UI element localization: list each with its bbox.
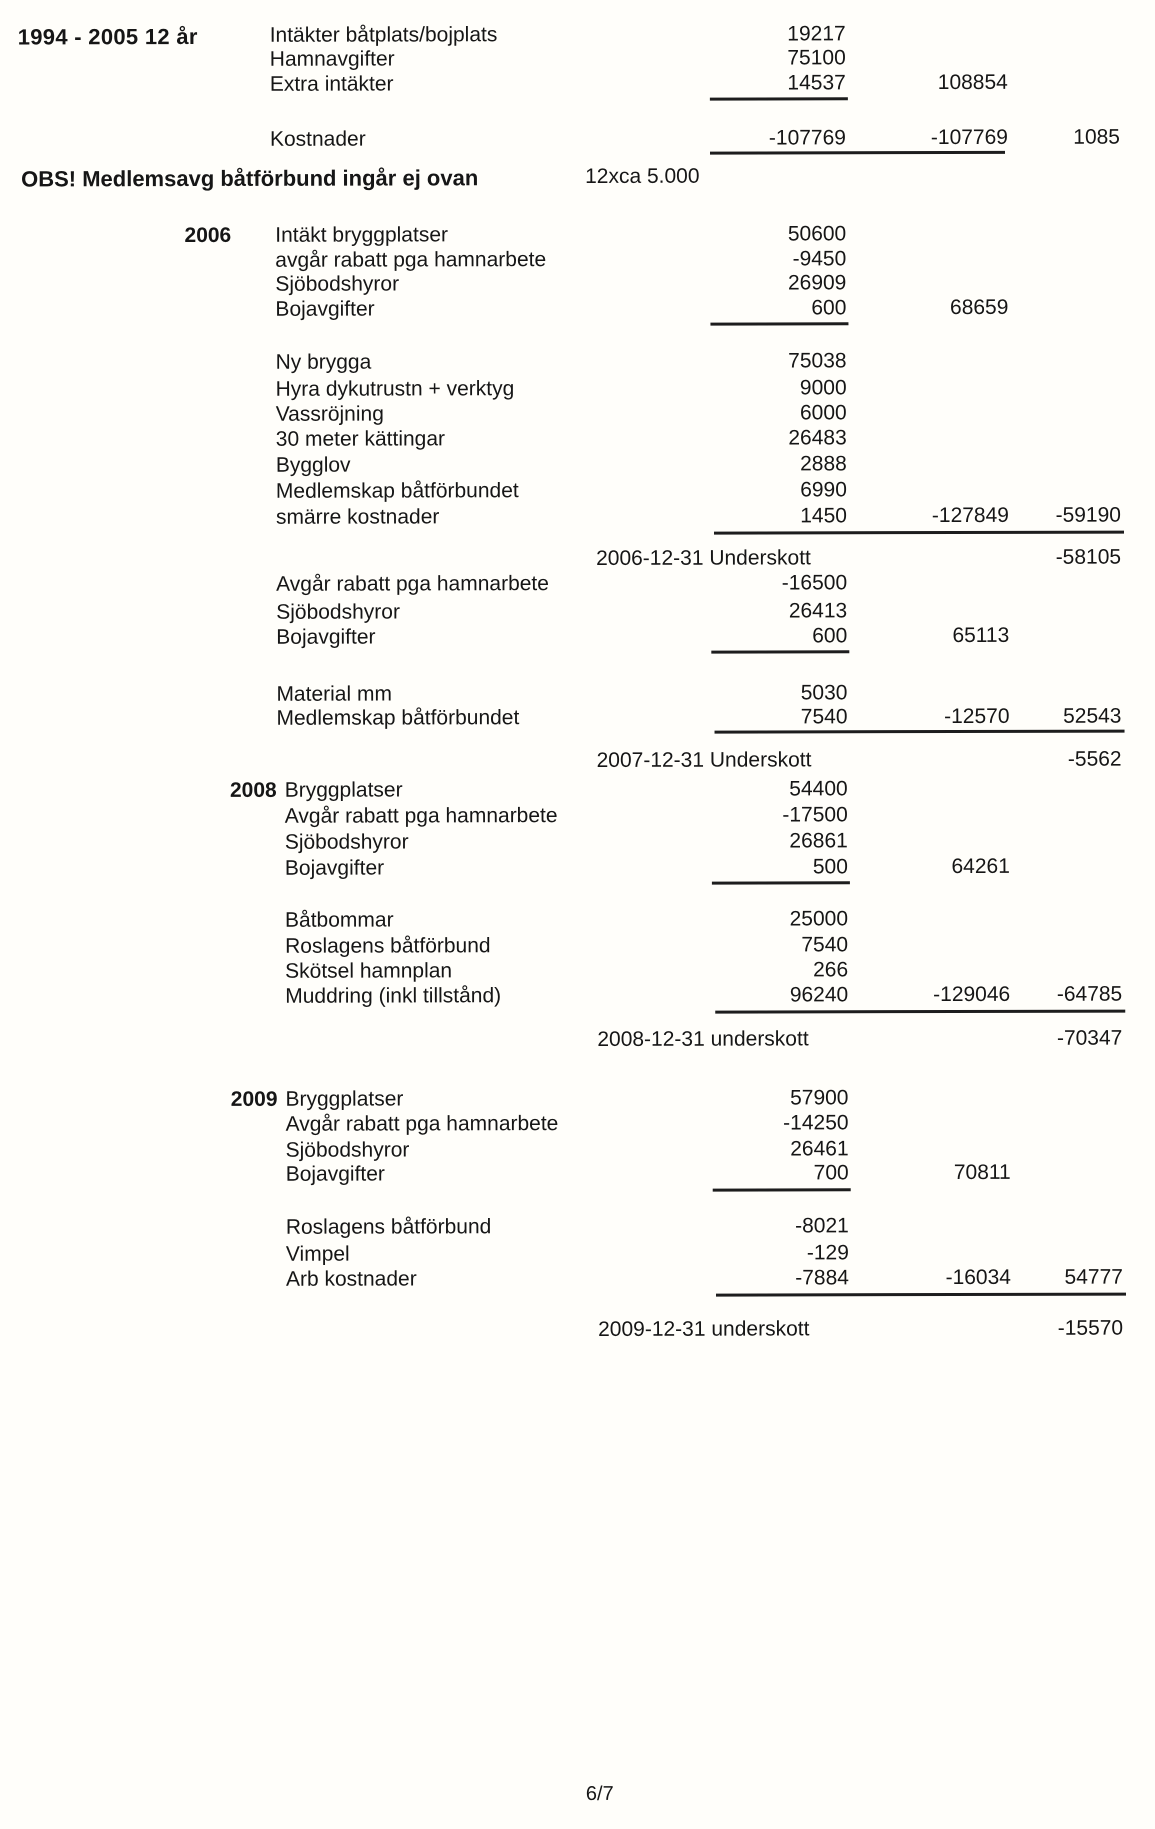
row-label: Bojavgifter	[284, 856, 385, 880]
row-label: Hamnavgifter	[269, 47, 395, 71]
amount-col-a: -16500	[781, 571, 848, 595]
amount-col-a: 57900	[790, 1086, 849, 1110]
amount-col-a: 600	[811, 296, 847, 320]
table-row	[0, 503, 1154, 530]
amount-col-c: -59190	[1055, 503, 1121, 527]
amount-col-a: 600	[812, 624, 848, 648]
amount-col-a: 266	[813, 958, 849, 982]
amount-col-a: -14250	[783, 1111, 849, 1135]
amount-col-a: -9450	[792, 247, 847, 271]
amount-col-a: 1450	[800, 504, 847, 528]
sum-underline	[710, 322, 848, 325]
table-row	[0, 957, 1155, 984]
table-row	[0, 1085, 1155, 1112]
amount-col-c: 1085	[1073, 125, 1120, 149]
summary-label: 2006-12-31 Underskott	[596, 546, 811, 570]
row-label: Bojavgifter	[285, 1162, 385, 1186]
table-row	[0, 854, 1155, 881]
row-label: Muddring (inkl tillstånd)	[285, 984, 502, 1008]
table-row	[0, 680, 1154, 707]
summary-row	[0, 545, 1154, 572]
amount-col-a: -129	[806, 1241, 849, 1265]
table-row	[1, 1240, 1155, 1267]
table-row	[0, 21, 1153, 48]
table-row	[1, 1213, 1155, 1240]
row-label: Avgår rabatt pga hamnarbete	[284, 804, 558, 828]
row-label: Avgår rabatt pga hamnarbete	[285, 1112, 559, 1136]
amount-col-b: 108854	[937, 70, 1008, 95]
row-label: Bryggplatser	[285, 1087, 404, 1111]
amount-col-a: 6990	[800, 478, 847, 502]
amount-col-a: -7884	[795, 1266, 849, 1290]
row-label: Sjöbodshyror	[285, 1138, 410, 1162]
table-row	[0, 802, 1155, 829]
table-row	[0, 270, 1153, 297]
amount-col-b: -12570	[944, 704, 1010, 729]
table-row	[0, 776, 1155, 803]
amount-col-a: 7540	[801, 933, 849, 957]
amount-col-b: 70811	[953, 1160, 1011, 1185]
table-row	[0, 932, 1155, 959]
amount-col-a: 19217	[787, 22, 846, 46]
row-label: Sjöbodshyror	[276, 600, 400, 624]
table-row	[1, 1136, 1155, 1163]
row-label: Kostnader	[269, 127, 366, 151]
amount-col-a: 9000	[799, 376, 847, 400]
row-label: Hyra dykutrustn + verktyg	[275, 377, 515, 401]
sum-underline	[716, 1293, 1126, 1297]
summary-row	[0, 747, 1155, 774]
summary-row	[0, 1026, 1155, 1053]
amount-col-a: 5030	[800, 681, 848, 705]
table-row	[0, 598, 1154, 625]
amount-col-a: -17500	[782, 803, 848, 827]
summary-value: -15570	[1057, 1316, 1124, 1340]
amount-col-a: 500	[812, 855, 848, 879]
table-row	[0, 375, 1154, 402]
row-label: Bojavgifter	[275, 297, 375, 321]
footer-page-number: 6/7	[585, 1782, 614, 1805]
sum-underline	[711, 650, 849, 653]
row-label: Intäkter båtplats/bojplats	[269, 23, 498, 47]
row-label: Bryggplatser	[284, 778, 403, 802]
sum-underline	[712, 881, 850, 884]
row-label: Bygglov	[275, 453, 351, 477]
table-row	[0, 221, 1153, 248]
note-value: 12xca 5.000	[585, 164, 700, 188]
amount-col-a: 50600	[787, 222, 847, 246]
amount-col-a: 26909	[787, 271, 847, 295]
summary-value: -70347	[1056, 1026, 1123, 1050]
amount-col-a: -8021	[795, 1214, 849, 1238]
table-row	[1, 1265, 1155, 1292]
amount-col-a: 54400	[789, 777, 848, 801]
period-label: 1994 - 2005 12 år	[17, 23, 198, 50]
sum-underline	[714, 531, 1124, 535]
amount-col-b: -107769	[930, 125, 1008, 150]
table-row	[0, 246, 1153, 273]
table-row	[0, 451, 1154, 478]
sum-underline	[715, 730, 1125, 734]
row-label: Ny brygga	[275, 350, 372, 374]
table-row	[0, 477, 1154, 504]
amount-col-a: 25000	[789, 907, 849, 931]
table-row	[1, 1110, 1155, 1137]
amount-col-a: 700	[813, 1161, 849, 1185]
amount-col-a: 14537	[787, 71, 846, 95]
row-label: Extra intäkter	[269, 72, 394, 96]
row-label: Bojavgifter	[276, 625, 376, 649]
year-label: 2006	[184, 223, 232, 248]
summary-value: -58105	[1055, 545, 1122, 569]
row-label: Roslagens båtförbund	[285, 934, 491, 958]
sum-underline	[715, 1010, 1125, 1014]
row-label: Medlemskap båtförbundet	[275, 479, 519, 503]
amount-col-a: 26861	[789, 829, 848, 853]
amount-col-b: 65113	[952, 623, 1010, 648]
row-label: Arb kostnader	[285, 1267, 417, 1291]
sum-underline	[710, 151, 1005, 155]
row-label: Avgår rabatt pga hamnarbete	[276, 572, 549, 596]
row-label: Intäkt bryggplatser	[275, 223, 449, 247]
table-row	[0, 906, 1155, 933]
amount-col-a: 2888	[800, 452, 847, 476]
year-label: 2008	[229, 778, 277, 802]
table-row	[0, 828, 1155, 855]
row-label: Roslagens båtförbund	[285, 1215, 492, 1239]
row-label: 30 meter kättingar	[275, 427, 446, 451]
row-label: Skötsel hamnplan	[285, 959, 453, 983]
amount-col-a: 7540	[800, 705, 848, 729]
amount-col-a: 26483	[788, 426, 847, 450]
table-row	[0, 425, 1154, 452]
note-row	[0, 163, 1153, 190]
amount-col-a: 75038	[788, 349, 847, 373]
table-row	[0, 570, 1154, 597]
row-label: Sjöbodshyror	[284, 830, 409, 854]
table-row	[0, 45, 1153, 72]
summary-label: 2007-12-31 Underskott	[596, 748, 812, 772]
amount-col-c: -64785	[1056, 982, 1123, 1006]
table-row	[0, 982, 1155, 1009]
table-row	[0, 400, 1154, 427]
row-label: Vimpel	[285, 1242, 350, 1266]
table-row	[0, 125, 1153, 152]
summary-label: 2009-12-31 underskott	[598, 1317, 810, 1341]
year-label: 2009	[230, 1087, 278, 1111]
amount-col-a: -107769	[768, 126, 846, 150]
row-label: Medlemskap båtförbundet	[276, 706, 520, 730]
amount-col-b: 64261	[951, 854, 1010, 879]
amount-col-a: 26413	[788, 599, 848, 623]
note-label: OBS! Medlemsavg båtförbund ingår ej ovan	[21, 165, 479, 192]
row-label: Båtbommar	[284, 908, 394, 932]
summary-value: -5562	[1067, 747, 1122, 771]
amount-col-a: 75100	[787, 46, 846, 70]
summary-row	[1, 1316, 1155, 1343]
row-label: Sjöbodshyror	[275, 272, 400, 296]
summary-label: 2008-12-31 underskott	[597, 1027, 809, 1051]
row-label: Material mm	[276, 682, 392, 706]
table-row	[1, 1160, 1155, 1187]
sum-underline	[713, 1188, 851, 1191]
amount-col-b: -16034	[945, 1265, 1011, 1290]
amount-col-b: -129046	[933, 982, 1011, 1007]
row-label: avgår rabatt pga hamnarbete	[275, 248, 547, 272]
amount-col-a: 96240	[789, 983, 849, 1007]
table-row	[0, 70, 1153, 97]
row-label: Vassröjning	[275, 402, 384, 426]
table-row	[0, 623, 1154, 650]
table-row	[0, 295, 1153, 322]
amount-col-b: 68659	[949, 295, 1009, 320]
amount-col-a: 26461	[790, 1137, 849, 1161]
amount-col-c: 54777	[1064, 1265, 1123, 1289]
amount-col-b: -127849	[931, 503, 1009, 528]
table-row	[0, 348, 1154, 375]
table-row	[0, 704, 1155, 731]
amount-col-c: 52543	[1063, 704, 1122, 728]
sum-underline	[710, 97, 848, 100]
amount-col-a: 6000	[799, 401, 847, 425]
row-label: smärre kostnader	[275, 505, 440, 529]
